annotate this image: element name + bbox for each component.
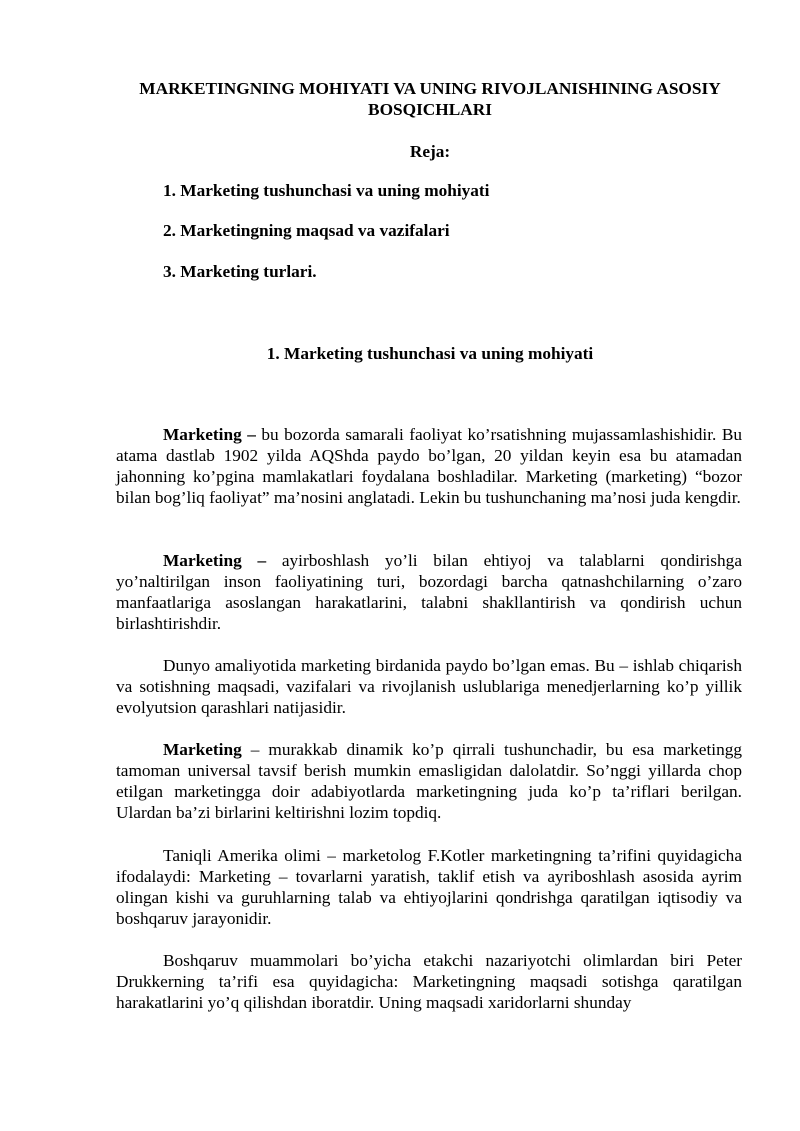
plan-item: 3. Marketing turlari. (163, 262, 317, 281)
paragraph-text: Boshqaruv muammolari bo’yicha etakchi nazariyotchi olimlardan biri Peter Drukkerning ta’rifi esa quyidagicha: Marketingning maqsadi sotishga qaratilgan harakatlarini yo’q qilishdan iboratdir. Uning maqsadi xaridorlarni shunday (116, 951, 742, 1012)
section-heading: 1. Marketing tushunchasi va uning mohiyati (266, 344, 594, 363)
document-title: MARKETINGNING MOHIYATI VA UNING RIVOJLANISHINING ASOSIY BOSQICHLARI (139, 79, 721, 119)
paragraph-text: – murakkab dinamik ko’p qirrali tushunchadir, bu esa marketingg tamoman universal tavsif berish mumkin emasligidan dalolatdir. So’nggi yillarda chop etilgan marketingga doir adabiyotlarda marketingning juda ko’p ta’riflari berilgan. Ulardan ba’zi birlarini keltirishni lozim topdiq. (116, 740, 742, 822)
body-paragraph (116, 950, 742, 1013)
paragraph-text: Dunyo amaliyotida marketing birdanida paydo bo’lgan emas. Bu – ishlab chiqarish va sotishning maqsadi, vazifalari va rivojlanish uslublariga menedjerlarning ko’p yillik evolyutsion qarashlari natijasidir. (116, 656, 742, 717)
paragraph-text: bu bozorda samarali faoliyat ko’rsatishning mujassamlashishidir. Bu atama dastlab 1902 yilda AQShda paydo bo’lgan, 20 yildan keyin esa bu atamadan jahonning ko’pgina mamlakatlari foydalana boshladilar. Marketing (marketing) “bozor bilan bog’liq faoliyat” ma’nosini anglatadi. Lekin bu tushunchaning ma’nosi juda kengdir. (116, 425, 743, 507)
paragraph-text: ayirboshlash yo’li bilan ehtiyoj va talablarni qondirishga yo’naltirilgan inson faoliyatining turi, bozordagi barcha qatnashchilarning o’zaro manfaatlariga asoslangan harakatlarini, talabni shakllantirish va qondirish uchun birlashtirishdir. (116, 551, 742, 633)
paragraph-text: Taniqli Amerika olimi – marketolog F.Kotler marketingning ta’rifini quyidagicha ifodalaydi: Marketing – tovarlarni yaratish, taklif etish va ayriboshlash asosida ayrim olingan kishi va guruhlarning talab va ehtiyojlarini qondrishga qaratilgan iqtisodiy va boshqaruv jarayonidir. (116, 846, 742, 928)
body-paragraph (116, 424, 742, 508)
paragraph-lead: Marketing (163, 740, 242, 759)
body-paragraph (116, 739, 742, 823)
paragraph-lead: Marketing – (163, 551, 267, 570)
plan-item: 2. Marketingning maqsad va vazifalari (163, 221, 450, 240)
plan-heading: Reja: (409, 142, 451, 161)
body-paragraph (116, 845, 742, 929)
body-paragraph (116, 655, 742, 718)
paragraph-lead: Marketing – (163, 425, 256, 444)
plan-item: 1. Marketing tushunchasi va uning mohiyati (163, 181, 490, 200)
body-paragraph (116, 550, 742, 634)
